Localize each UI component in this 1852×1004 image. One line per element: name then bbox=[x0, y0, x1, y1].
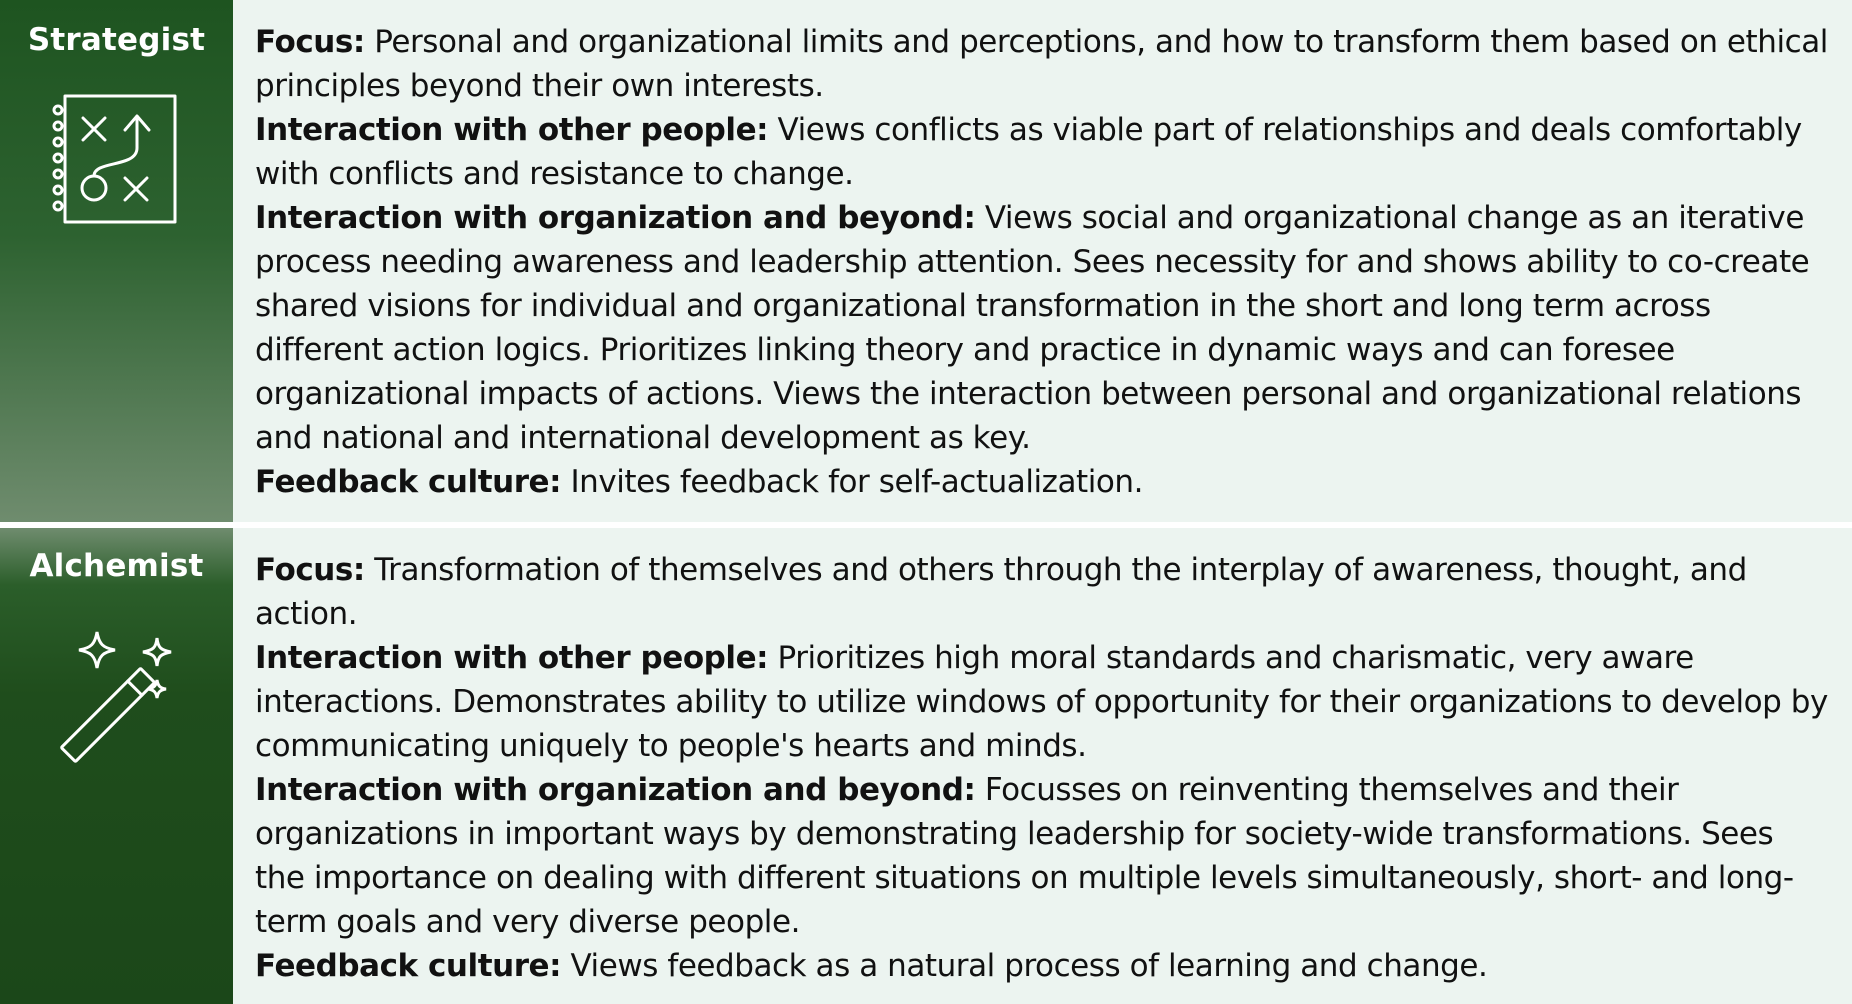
row-label: Alchemist bbox=[29, 548, 204, 584]
focus-paragraph bbox=[255, 548, 1828, 636]
people-interaction-term: Interaction with other people: bbox=[255, 112, 769, 148]
feedback-culture-text: Invites feedback for self-actualization. bbox=[561, 464, 1144, 500]
people-interaction-text: Prioritizes high moral standards and charismatic, very aware interactions. Demonstrates ability to utilize windows of opportunity for their organizations to develop by communicating uniquely to people's hearts and minds. bbox=[255, 640, 1828, 764]
label-cell-alchemist bbox=[0, 528, 233, 1004]
content-cell-strategist bbox=[233, 0, 1852, 522]
people-interaction-term: Interaction with other people: bbox=[255, 640, 769, 676]
organization-interaction-term: Interaction with organization and beyond: bbox=[255, 200, 976, 236]
row-label: Strategist bbox=[27, 22, 206, 58]
people-interaction-paragraph bbox=[255, 636, 1828, 768]
focus-term: Focus: bbox=[255, 24, 365, 60]
focus-text: Transformation of themselves and others through the interplay of awareness, thought, and action. bbox=[255, 552, 1747, 632]
organization-interaction-paragraph bbox=[255, 196, 1828, 460]
feedback-culture-paragraph bbox=[255, 944, 1828, 988]
feedback-culture-term: Feedback culture: bbox=[255, 948, 562, 984]
focus-term: Focus: bbox=[255, 552, 365, 588]
organization-interaction-text: Focusses on reinventing themselves and their organizations in important ways by demonstrating leadership for society-wide transformations. Sees the importance on dealing with different situations on multiple levels simultaneously, short- and long-term goals and very diverse people. bbox=[255, 772, 1794, 940]
people-interaction-paragraph bbox=[255, 108, 1828, 196]
magic-wand-icon bbox=[45, 628, 185, 768]
content-cell-alchemist bbox=[233, 528, 1852, 1004]
table-row-alchemist bbox=[0, 528, 1852, 1004]
focus-paragraph bbox=[255, 20, 1828, 108]
organization-interaction-text: Views social and organizational change as an iterative process needing awareness and leadership attention. Sees necessity for and shows ability to co-create shared visions for individual and organizational transformation in the short and long term across different action logics. Prioritizes linking theory and practice in dynamic ways and can foresee organizational impacts of actions. Views the interaction between personal and organizational relations and national and international development as key. bbox=[255, 200, 1810, 456]
feedback-culture-term: Feedback culture: bbox=[255, 464, 562, 500]
feedback-culture-paragraph bbox=[255, 460, 1828, 504]
organization-interaction-paragraph bbox=[255, 768, 1828, 944]
people-interaction-text: Views conflicts as viable part of relationships and deals comfortably with conflicts and resistance to change. bbox=[255, 112, 1802, 192]
organization-interaction-term: Interaction with organization and beyond: bbox=[255, 772, 976, 808]
focus-text: Personal and organizational limits and perceptions, and how to transform them based on ethical principles beyond their own interests. bbox=[255, 24, 1828, 104]
feedback-culture-text: Views feedback as a natural process of learning and change. bbox=[561, 948, 1488, 984]
label-cell-strategist bbox=[0, 0, 233, 522]
strategy-plan-icon bbox=[45, 88, 185, 228]
